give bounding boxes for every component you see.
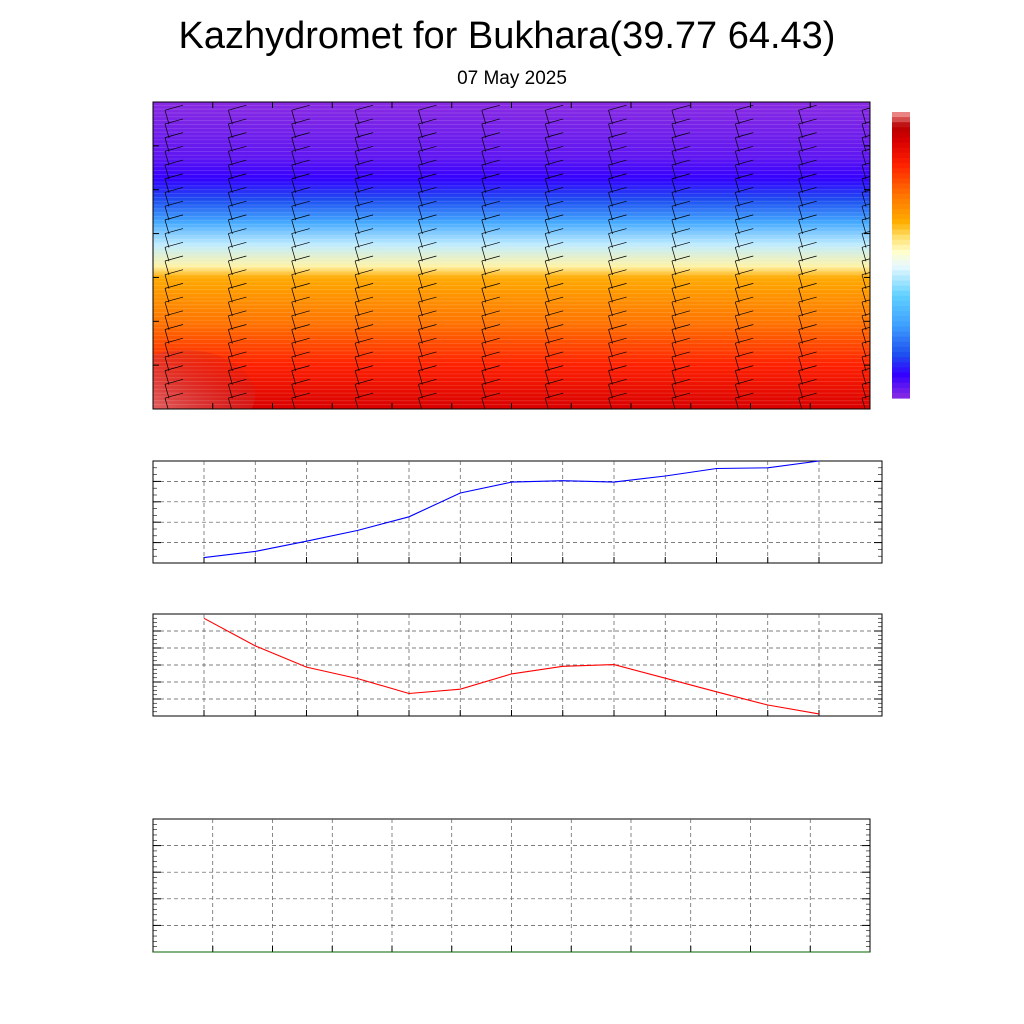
colorbar-band — [892, 224, 910, 230]
colorbar-band — [892, 199, 910, 205]
colorbar-band — [892, 296, 910, 302]
temperature-heatmap — [153, 102, 870, 409]
colorbar-band — [892, 275, 910, 281]
colorbar-band — [892, 138, 910, 144]
colorbar-band — [892, 357, 910, 363]
colorbar-band — [892, 204, 910, 210]
colorbar-band — [892, 362, 910, 368]
colorbar — [892, 112, 910, 399]
colorbar-band — [892, 250, 910, 256]
colorbar-band — [892, 260, 910, 266]
colorbar-band — [892, 214, 910, 220]
colorbar-band — [892, 117, 910, 123]
colorbar-band — [892, 132, 910, 138]
colorbar-band — [892, 194, 910, 200]
colorbar-band — [892, 148, 910, 154]
colorbar-band — [892, 235, 910, 241]
temp-2m-panel — [153, 614, 882, 716]
colorbar-band — [892, 168, 910, 174]
colorbar-band — [892, 240, 910, 246]
colorbar-band — [892, 286, 910, 292]
colorbar-band — [892, 178, 910, 184]
colorbar-band — [892, 291, 910, 297]
colorbar-band — [892, 184, 910, 190]
surface-heat-maximum — [115, 350, 255, 440]
colorbar-band — [892, 367, 910, 373]
cross-section-panel — [115, 102, 910, 440]
colorbar-band — [892, 301, 910, 307]
precip-panel — [153, 819, 870, 952]
pmsl-panel — [153, 461, 882, 563]
colorbar-band — [892, 112, 910, 118]
colorbar-band — [892, 378, 910, 384]
page-subtitle: 07 May 2025 — [457, 68, 567, 89]
colorbar-band — [892, 158, 910, 164]
panel-frame — [153, 461, 882, 563]
colorbar-band — [892, 255, 910, 261]
colorbar-band — [892, 122, 910, 128]
colorbar-band — [892, 245, 910, 251]
colorbar-band — [892, 311, 910, 317]
colorbar-band — [892, 347, 910, 353]
colorbar-band — [892, 388, 910, 394]
colorbar-band — [892, 265, 910, 271]
colorbar-band — [892, 127, 910, 133]
colorbar-band — [892, 281, 910, 287]
colorbar-band — [892, 352, 910, 358]
colorbar-band — [892, 383, 910, 389]
colorbar-band — [892, 327, 910, 333]
colorbar-band — [892, 143, 910, 149]
colorbar-band — [892, 332, 910, 338]
colorbar-band — [892, 153, 910, 159]
colorbar-band — [892, 163, 910, 169]
colorbar-band — [892, 342, 910, 348]
colorbar-band — [892, 321, 910, 327]
colorbar-band — [892, 229, 910, 235]
colorbar-band — [892, 372, 910, 378]
colorbar-band — [892, 306, 910, 312]
colorbar-band — [892, 189, 910, 195]
colorbar-band — [892, 270, 910, 276]
colorbar-band — [892, 219, 910, 225]
colorbar-band — [892, 337, 910, 343]
colorbar-band — [892, 173, 910, 179]
page-title: Kazhydromet for Bukhara(39.77 64.43) — [178, 15, 836, 57]
colorbar-band — [892, 316, 910, 322]
colorbar-band — [892, 209, 910, 215]
colorbar-band — [892, 393, 910, 399]
